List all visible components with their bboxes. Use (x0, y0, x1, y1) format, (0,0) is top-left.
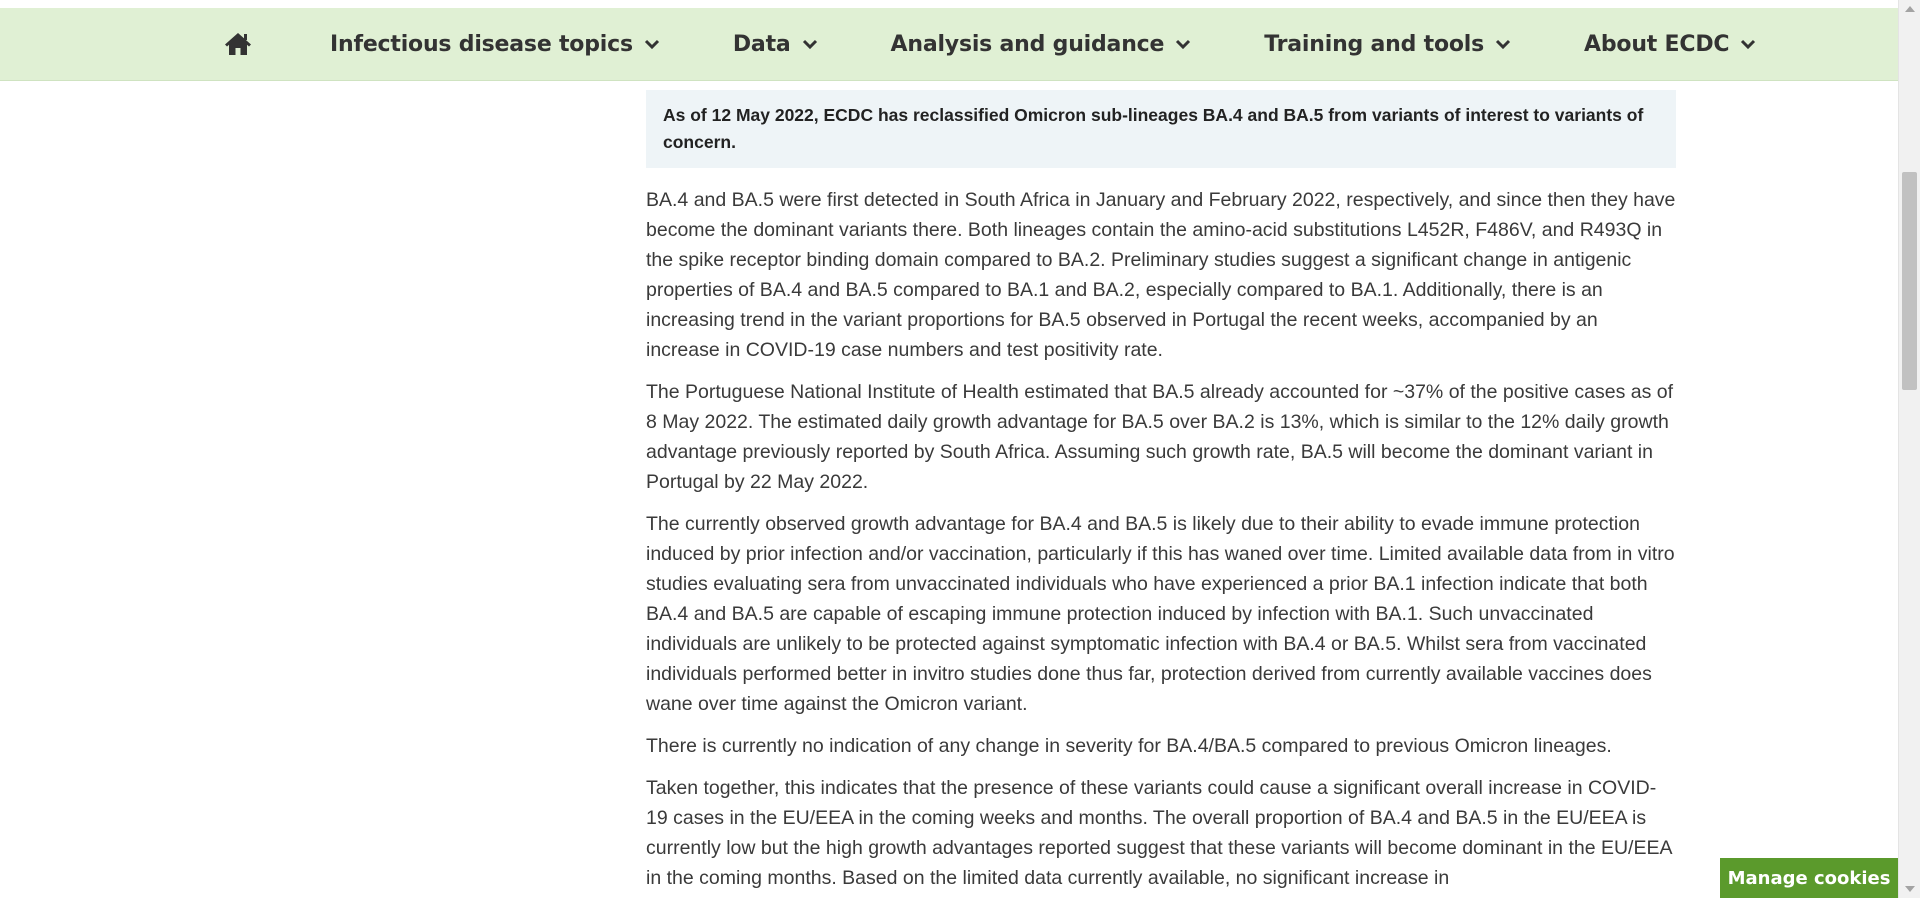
paragraph: Taken together, this indicates that the presence of these variants could cause a significant overall increase in COVID-19 cases in the EU/EEA in the coming weeks and months. The overall proportion of BA.4 and BA.5 in the EU/EEA is currently low but the high growth advantages reported suggest that these variants will become dominant in the EU/EEA in the coming months. Based on the limited data currently available, no significant increase in (646, 777, 1672, 889)
home-icon (224, 32, 252, 56)
nav-item-data[interactable] (733, 32, 819, 57)
paragraph: BA.4 and BA.5 were first detected in South Africa in January and February 2022, respectively, and since then they have become the dominant variants there. Both lineages contain the amino-acid substitutions L452R, F486V, and R493Q in the spike receptor binding domain compared to BA.2. Preliminary studies suggest a significant change in antigenic properties of BA.4 and BA.5 compared to BA.1 and BA.2, especially compared to BA.1. Additionally, there is an increasing trend in the variant proportions for BA.5 observed in Portugal the recent weeks, accompanied by an increase in COVID-19 case numbers and test positivity rate. (646, 189, 1676, 361)
article-content (646, 90, 1676, 898)
nav-item-label: Training and tools (1264, 31, 1485, 57)
nav-item-analysis-and-guidance[interactable] (891, 32, 1193, 57)
chevron-down-icon (643, 35, 661, 53)
paragraph: There is currently no indication of any change in severity for BA.4/BA.5 compared to previous Omicron lineages. (646, 735, 1612, 757)
top-strip (0, 0, 1899, 8)
nav-item-label: Data (732, 31, 791, 57)
nav-inner (222, 8, 1829, 80)
nav-item-infectious-disease-topics[interactable] (330, 32, 661, 57)
home-link[interactable] (222, 28, 254, 60)
vertical-scrollbar[interactable] (1898, 0, 1920, 898)
paragraph: The Portuguese National Institute of Health estimated that BA.5 already accounted for ~37% of the positive cases as of 8 May 2022. The estimated daily growth advantage for BA.5 over BA.2 is 13%, which is similar to the 12% daily growth advantage previously reported by South Africa. Assuming such growth rate, BA.5 will become the dominant variant in Portugal by 22 May 2022. (646, 381, 1674, 493)
chevron-down-icon (801, 35, 819, 53)
main-navigation (0, 8, 1899, 81)
nav-item-about-ecdc[interactable] (1584, 32, 1757, 57)
chevron-down-icon (1174, 35, 1192, 53)
manage-cookies-button[interactable]: Manage cookies (1720, 858, 1898, 898)
paragraph: The currently observed growth advantage for BA.4 and BA.5 is likely due to their ability to evade immune protection induced by prior infection and/or vaccination, particularly if this has waned over time. Limited available data from in vitro studies evaluating sera from unvaccinated individuals who have experienced a prior BA.1 infection indicate that both BA.4 and BA.5 are capable of escaping immune protection induced by infection with BA.1. Such unvaccinated individuals are unlikely to be protected against symptomatic infection with BA.4 or BA.5. Whilst sera from vaccinated individuals performed better in invitro studies done thus far, protection derived from currently available vaccines does wane over time against the Omicron variant. (646, 513, 1675, 715)
scrollbar-thumb[interactable] (1902, 172, 1917, 390)
nav-item-label: Infectious disease topics (330, 31, 633, 57)
reclassification-notice: As of 12 May 2022, ECDC has reclassified Omicron sub-lineages BA.4 and BA.5 from variants of interest to variants of concern. (646, 90, 1676, 168)
nav-item-label: Analysis and guidance (890, 31, 1165, 57)
chevron-down-icon (1739, 35, 1757, 53)
scroll-up-arrow-icon[interactable] (1905, 6, 1915, 12)
nav-item-training-and-tools[interactable] (1264, 32, 1512, 57)
scroll-down-arrow-icon[interactable] (1905, 886, 1915, 892)
chevron-down-icon (1494, 35, 1512, 53)
nav-item-label: About ECDC (1584, 31, 1730, 57)
